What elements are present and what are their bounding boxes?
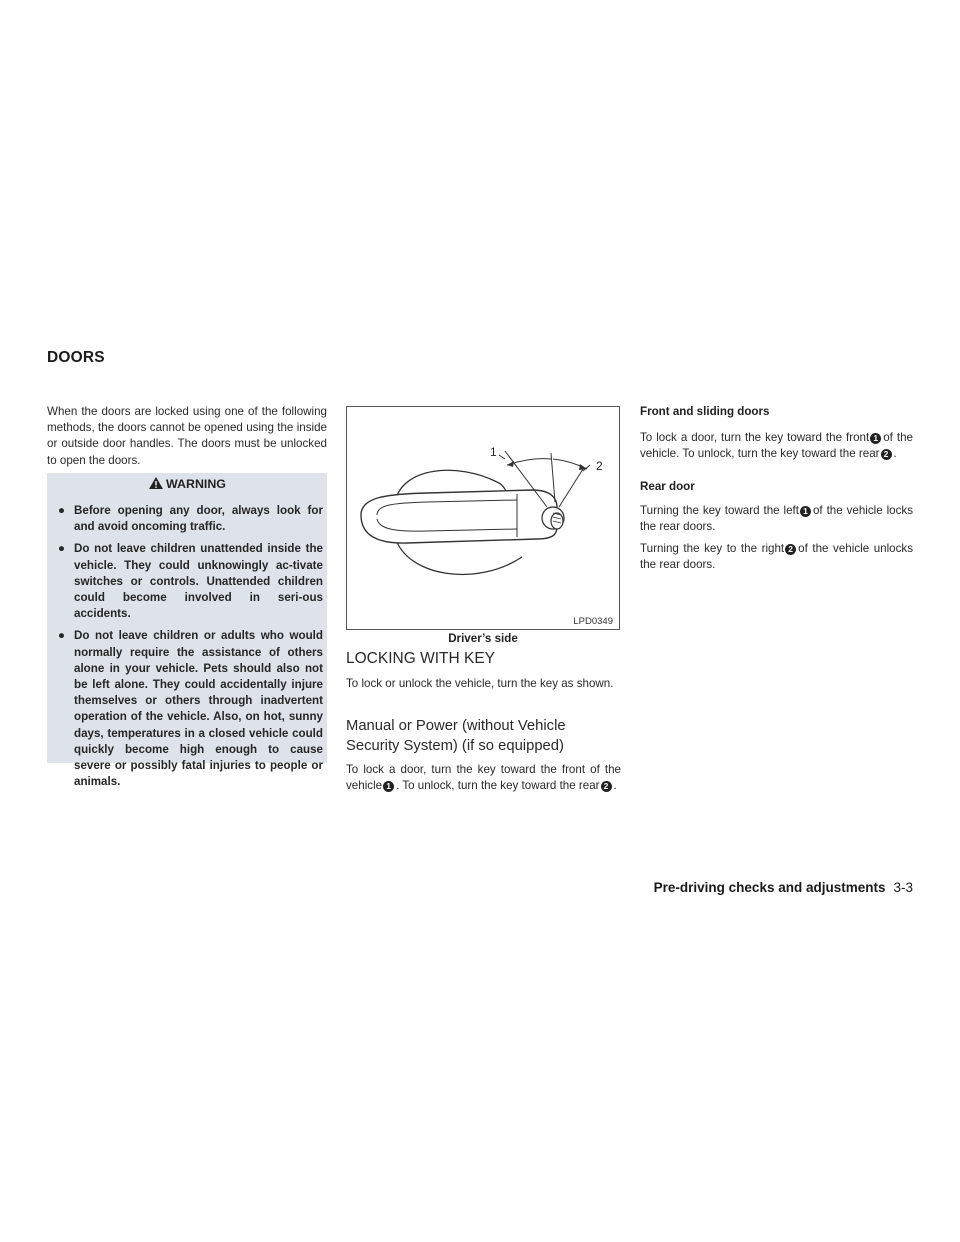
bullet-icon: ● [58,629,66,643]
section-title: DOORS [47,349,105,366]
front-sliding-heading: Front and sliding doors [640,405,770,418]
callout-1: 1 [490,445,497,459]
number-1-icon: 1 [870,433,881,444]
page-footer [654,880,913,895]
page-number: 3-3 [893,880,913,895]
number-1-icon: 1 [383,781,394,792]
locking-text: To lock or unlock the vehicle, turn the key as shown. [346,677,614,690]
rear-door-lock-text: Turning the key toward the left 1 of the vehicle locks the rear doors. [640,504,914,534]
warning-header [47,476,327,493]
figure-caption: Driver’s side [448,632,518,645]
figure-code: LPD0349 [573,616,613,627]
footer-title: Pre-driving checks and adjustments [653,880,886,895]
locking-heading: LOCKING WITH KEY [346,650,495,667]
bullet-icon: ● [58,504,66,517]
callout-2: 2 [596,459,603,473]
rear-door-heading: Rear door [640,480,695,493]
number-2-icon: 2 [601,781,612,792]
manual-heading: Manual or Power (without Vehicle Security System) (if so equipped) [346,718,566,754]
warning-box [47,473,327,789]
number-2-icon: 2 [785,544,796,555]
number-1-icon: 1 [800,506,811,517]
number-2-icon: 2 [881,449,892,460]
warning-list [57,503,323,796]
front-sliding-text: To lock a door, turn the key toward the front 1 of the vehicle. To unlock, turn the key toward the rear 2 . [640,431,913,461]
rear-door-unlock-text: Turning the key to the right 2 of the vehicle unlocks the rear doors. [640,542,914,572]
door-handle-illustration [347,407,619,629]
intro-paragraph: When the doors are locked using one of the following methods, the doors cannot be opened using the inside or outside door handles. The doors must be unlocked to open the doors. [47,405,327,467]
warning-item: ● Before opening any door, always look for and avoid oncoming traffic. [58,504,323,534]
warning-title: WARNING [166,477,226,491]
bullet-icon: ● [58,542,66,556]
warning-item: ● Do not leave children or adults who would normally require the assistance of others alone in your vehicle. Pets should also not be left alone. They could accidentally injure themselves or others through inadvertent operation of the vehicle. Also, on hot, sunny days, temperatures in a closed vehicle could quickly become high enough to cause severe or possibly fatal injuries to people or animals. [58,629,323,789]
manual-text: To lock a door, turn the key toward the front of the vehicle 1 . To unlock, turn the key toward the rear 2 . [346,763,621,793]
warning-item: ● Do not leave children unattended inside the vehicle. They could unknowingly ac-tivate switches or controls. Unattended children could become involved in seri-ous accidents. [58,542,323,621]
door-key-figure [346,406,620,630]
warning-icon [148,476,164,493]
